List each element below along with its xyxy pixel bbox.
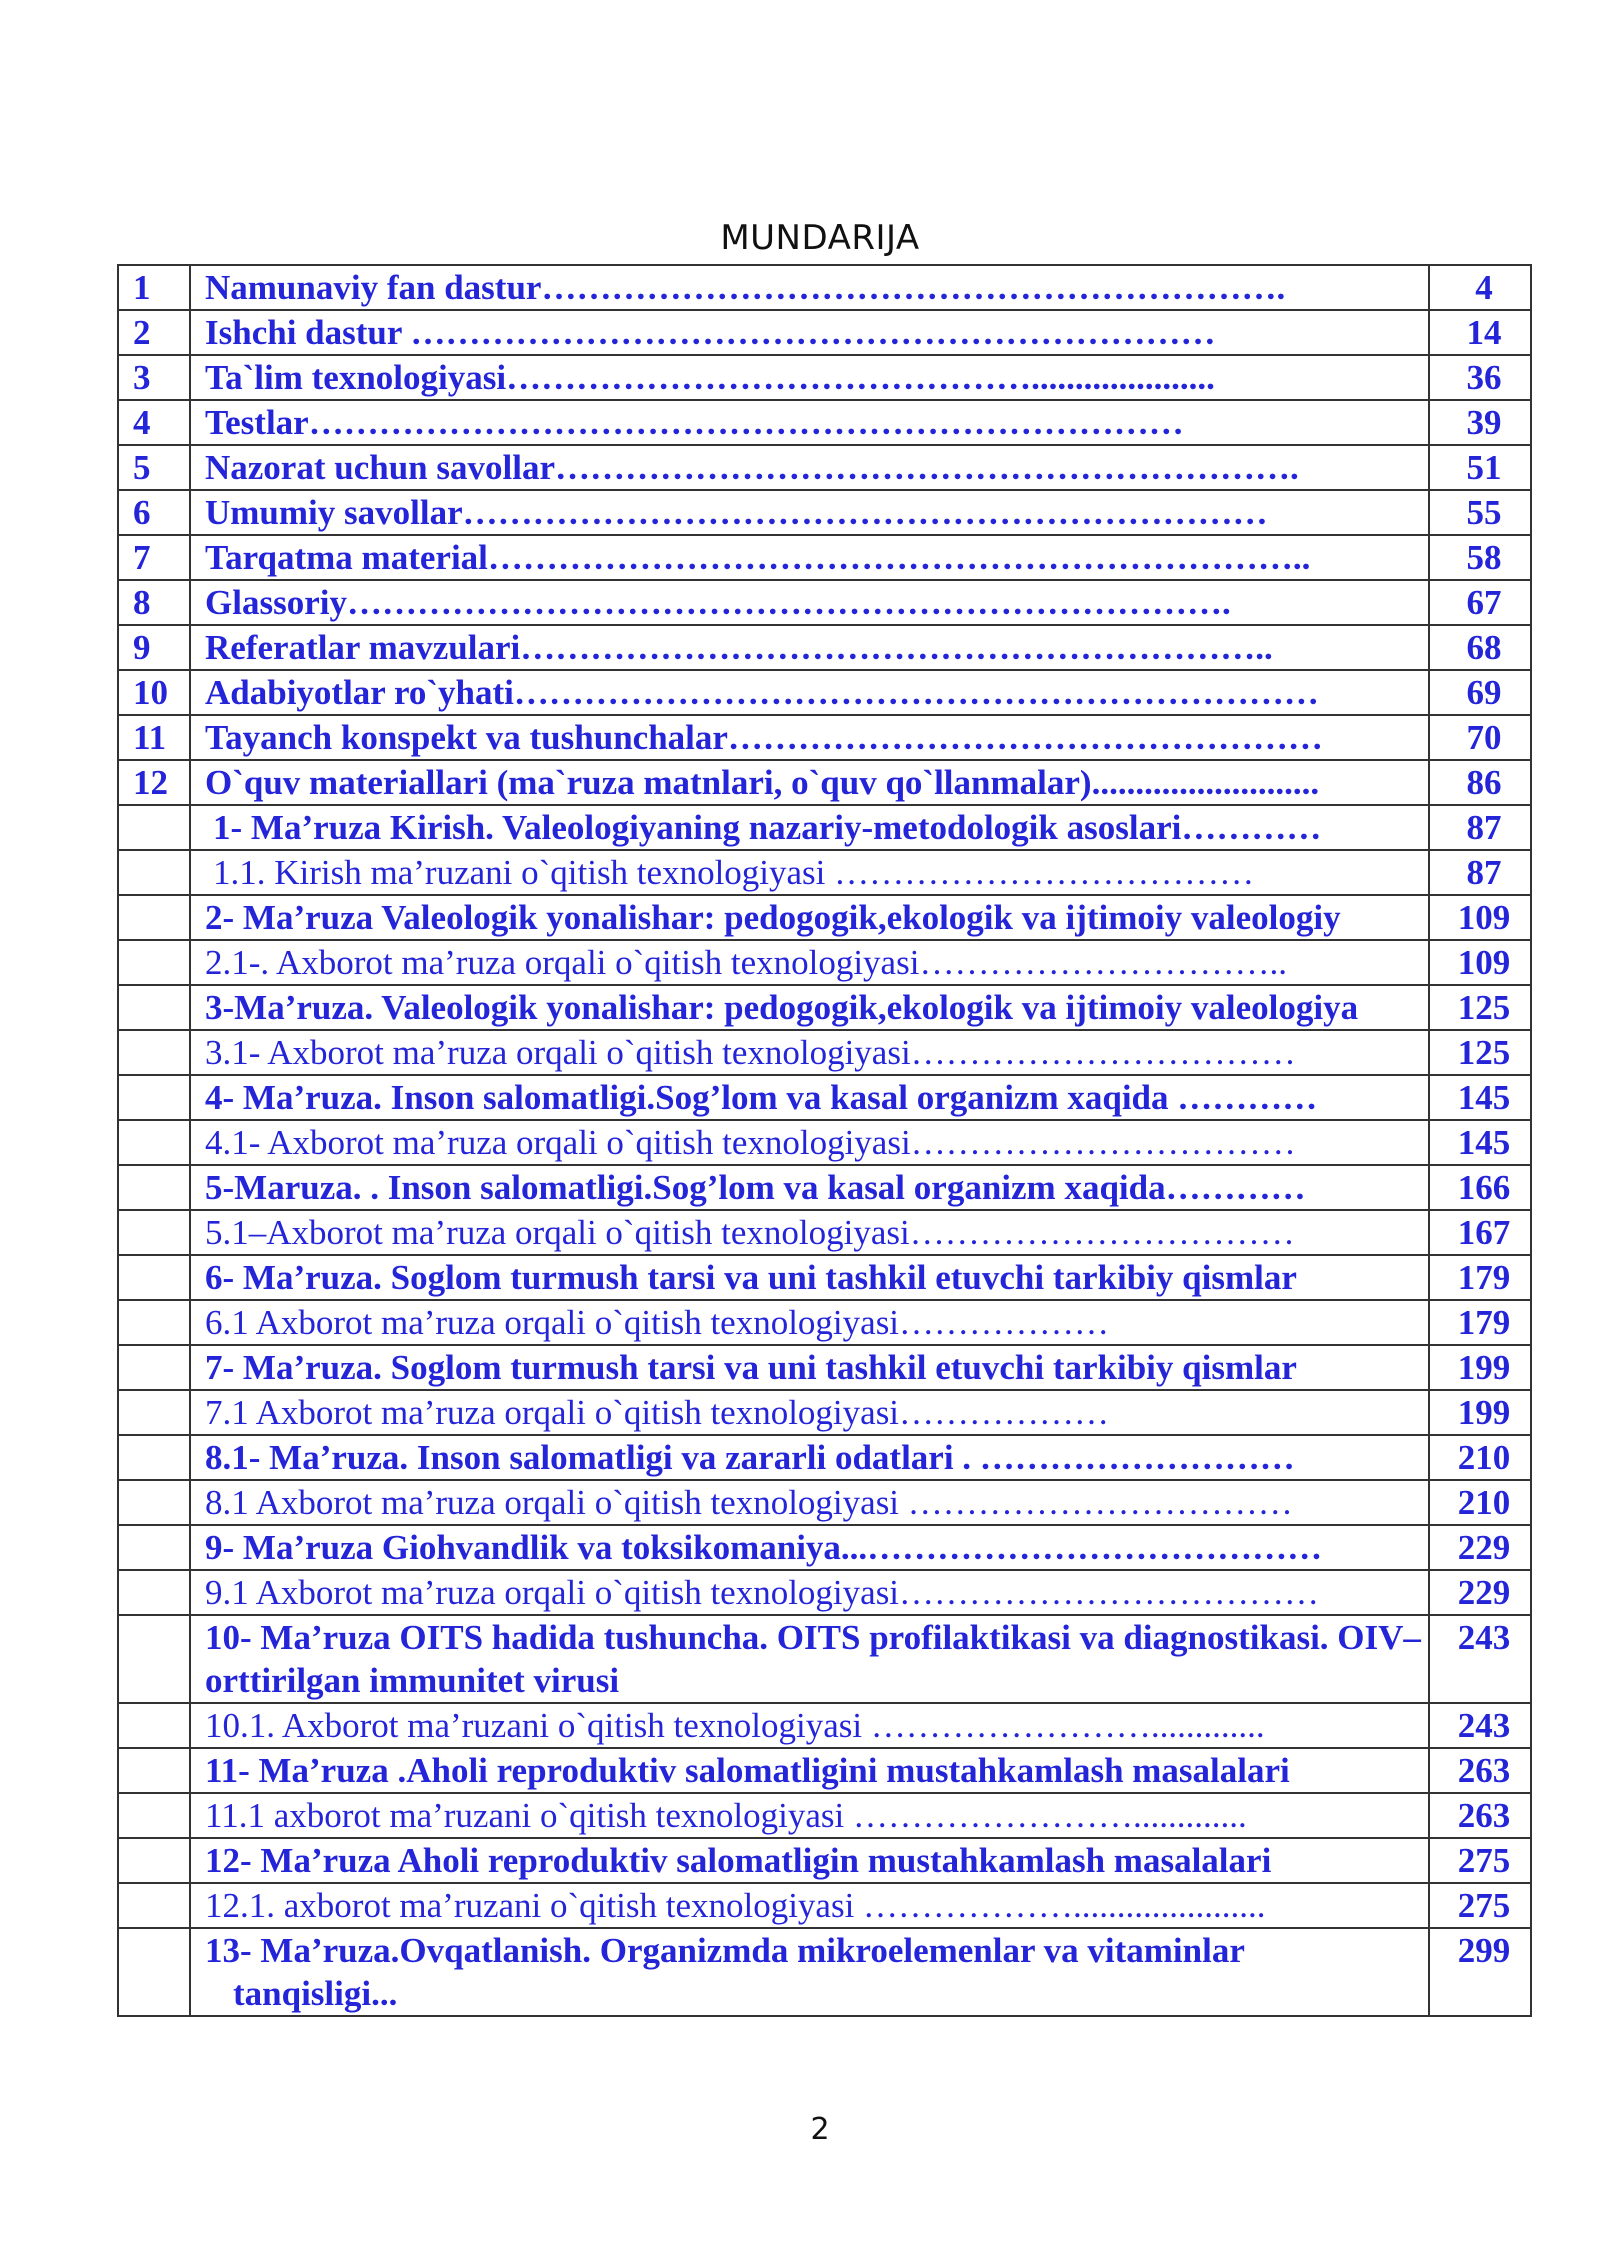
row-number xyxy=(118,940,190,985)
row-number: 3 xyxy=(118,355,190,400)
toc-entry-link[interactable]: 9.1 Axborot ma’ruza orqali o`qitish texnologiyasi……………………………… xyxy=(190,1570,1429,1615)
row-number: 8 xyxy=(118,580,190,625)
table-row xyxy=(118,400,1531,445)
table-row xyxy=(118,310,1531,355)
toc-entry-link[interactable]: 11- Ma’ruza .Aholi reproduktiv salomatligini mustahkamlash masalalari xyxy=(190,1748,1429,1793)
row-number xyxy=(118,985,190,1030)
toc-entry-link[interactable]: 8.1 Axborot ma’ruza orqali o`qitish texnologiyasi …………………………… xyxy=(190,1480,1429,1525)
lecture-title-line: 13- Ma’ruza.Ovqatlanish. Organizmda mikroelemenlar va vitaminlar xyxy=(205,1931,1245,1970)
page-ref: 210 xyxy=(1429,1480,1531,1525)
toc-entry-link[interactable] xyxy=(190,1345,1429,1390)
row-number xyxy=(118,1793,190,1838)
table-row xyxy=(118,1210,1531,1255)
toc-entry-link[interactable]: 10- Ma’ruza OITS hadida tushuncha. OITS profilaktikasi va diagnostikasi. OIV–orttirilgan immunitet virusi xyxy=(190,1615,1429,1703)
table-row xyxy=(118,985,1531,1030)
toc-entry-link[interactable]: 9- Ma’ruza Giohvandlik va toksikomaniya...………………………………… xyxy=(190,1525,1429,1570)
toc-entry-link[interactable]: 12.1. axborot ma’ruzani o`qitish texnologiyasi ………………...................... xyxy=(190,1883,1429,1928)
row-number xyxy=(118,1838,190,1883)
toc-entry-link[interactable]: 11.1 axborot ma’ruzani o`qitish texnologiyasi ……………………............. xyxy=(190,1793,1429,1838)
row-number xyxy=(118,1615,190,1703)
row-number: 4 xyxy=(118,400,190,445)
lecture-title-continuation: tanqisligi... xyxy=(233,1974,398,2013)
page-ref: 70 xyxy=(1429,715,1531,760)
row-number xyxy=(118,1165,190,1210)
lecture-label: 3-Ma’ruza xyxy=(205,988,365,1027)
row-number xyxy=(118,1748,190,1793)
table-row xyxy=(118,1255,1531,1300)
table-row xyxy=(118,1838,1531,1883)
page-ref: 229 xyxy=(1429,1570,1531,1615)
table-row xyxy=(118,625,1531,670)
toc-entry-link[interactable]: Tayanch konspekt va tushunchalar…………………………………………… xyxy=(190,715,1429,760)
toc-entry-link[interactable]: 4- Ma’ruza. Inson salomatligi.Sog’lom va kasal organizm xaqida ………… xyxy=(190,1075,1429,1120)
row-number xyxy=(118,1390,190,1435)
row-number xyxy=(118,805,190,850)
table-row xyxy=(118,1345,1531,1390)
toc-entry-link[interactable]: Namunaviy fan dastur………………………………………………………. xyxy=(190,265,1429,310)
page-ref: 243 xyxy=(1429,1615,1531,1703)
page-ref: 55 xyxy=(1429,490,1531,535)
row-number xyxy=(118,1075,190,1120)
table-row xyxy=(118,1883,1531,1928)
row-number xyxy=(118,895,190,940)
row-number xyxy=(118,1120,190,1165)
row-number: 6 xyxy=(118,490,190,535)
page-ref: 67 xyxy=(1429,580,1531,625)
table-row xyxy=(118,1435,1531,1480)
table-row xyxy=(118,1390,1531,1435)
page-ref: 39 xyxy=(1429,400,1531,445)
toc-entry-link[interactable]: Ishchi dastur …………………………………………………………… xyxy=(190,310,1429,355)
toc-entry-link[interactable]: Referatlar mavzulari……………………………………………………….. xyxy=(190,625,1429,670)
row-number xyxy=(118,1525,190,1570)
page-ref: 199 xyxy=(1429,1390,1531,1435)
row-number: 5 xyxy=(118,445,190,490)
table-row xyxy=(118,940,1531,985)
toc-entry-link[interactable]: 1- Ma’ruza Kirish. Valeologiyaning nazariy-metodologik asoslari………… xyxy=(190,805,1429,850)
toc-entry-link[interactable]: 5.1–Axborot ma’ruza orqali o`qitish texnologiyasi…………………………… xyxy=(190,1210,1429,1255)
row-number xyxy=(118,850,190,895)
toc-entry-link[interactable]: Glassoriy…………………………………………………………………. xyxy=(190,580,1429,625)
page-ref: 145 xyxy=(1429,1075,1531,1120)
toc-entry-link[interactable]: 3.1- Axborot ma’ruza orqali o`qitish texnologiyasi…………………………… xyxy=(190,1030,1429,1075)
table-row xyxy=(118,1030,1531,1075)
table-row xyxy=(118,1570,1531,1615)
table-row xyxy=(118,490,1531,535)
page-number: 2 xyxy=(810,2112,830,2147)
page-ref: 51 xyxy=(1429,445,1531,490)
row-number: 7 xyxy=(118,535,190,580)
page-ref: 243 xyxy=(1429,1703,1531,1748)
row-number xyxy=(118,1210,190,1255)
row-number xyxy=(118,1030,190,1075)
table-row xyxy=(118,1928,1531,2016)
lecture-topic: . Soglom turmush tarsi va uni tashkil etuvchi tarkibiy qismlar xyxy=(373,1258,1297,1297)
page-ref: 109 xyxy=(1429,940,1531,985)
page-ref: 58 xyxy=(1429,535,1531,580)
toc-entry-link[interactable]: 10.1. Axborot ma’ruzani o`qitish texnologiyasi ……………………............. xyxy=(190,1703,1429,1748)
page-ref: 14 xyxy=(1429,310,1531,355)
toc-entry-link[interactable]: Testlar………………………………………………………………… xyxy=(190,400,1429,445)
table-row xyxy=(118,535,1531,580)
table-row xyxy=(118,1793,1531,1838)
row-number xyxy=(118,1435,190,1480)
row-number xyxy=(118,1345,190,1390)
page-ref: 109 xyxy=(1429,895,1531,940)
page-ref: 275 xyxy=(1429,1883,1531,1928)
page-ref: 4 xyxy=(1429,265,1531,310)
table-row xyxy=(118,1165,1531,1210)
contents-table xyxy=(117,264,1532,2017)
table-row xyxy=(118,1615,1531,1703)
lecture-topic: . Inson salomatligi va zararli odatlari . ……………………… xyxy=(399,1438,1295,1477)
page-ref: 125 xyxy=(1429,1030,1531,1075)
row-number: 9 xyxy=(118,625,190,670)
page-ref: 229 xyxy=(1429,1525,1531,1570)
toc-entry-link[interactable]: 1.1. Kirish ma’ruzani o`qitish texnologiyasi ……………………………… xyxy=(190,850,1429,895)
row-number: 10 xyxy=(118,670,190,715)
page-ref: 69 xyxy=(1429,670,1531,715)
table-row xyxy=(118,895,1531,940)
row-number xyxy=(118,1703,190,1748)
page-ref: 263 xyxy=(1429,1748,1531,1793)
table-row xyxy=(118,1525,1531,1570)
toc-entry-link[interactable] xyxy=(190,985,1429,1030)
row-number: 11 xyxy=(118,715,190,760)
page-ref: 299 xyxy=(1429,1928,1531,2016)
row-number xyxy=(118,1480,190,1525)
toc-entry-link[interactable]: 4.1- Axborot ma’ruza orqali o`qitish texnologiyasi…………………………… xyxy=(190,1120,1429,1165)
table-row xyxy=(118,670,1531,715)
page-ref: 68 xyxy=(1429,625,1531,670)
toc-entry-link[interactable]: 5-Maruza. . Inson salomatligi.Sog’lom va kasal organizm xaqida………… xyxy=(190,1165,1429,1210)
toc-entry-link[interactable]: Umumiy savollar…………………………………………………………… xyxy=(190,490,1429,535)
table-row xyxy=(118,265,1531,310)
table-row xyxy=(118,850,1531,895)
page-ref: 125 xyxy=(1429,985,1531,1030)
row-number xyxy=(118,1255,190,1300)
toc-entry-link[interactable]: 12- Ma’ruza Aholi reproduktiv salomatligin mustahkamlash masalalari xyxy=(190,1838,1429,1883)
row-number: 2 xyxy=(118,310,190,355)
table-row xyxy=(118,580,1531,625)
page-title: MUNDARIJA xyxy=(720,218,920,258)
table-row xyxy=(118,1075,1531,1120)
page-ref: 87 xyxy=(1429,850,1531,895)
page-ref: 179 xyxy=(1429,1300,1531,1345)
table-row xyxy=(118,355,1531,400)
page-ref: 145 xyxy=(1429,1120,1531,1165)
toc-entry-link[interactable]: Ta`lim texnologiyasi………………………………………..................... xyxy=(190,355,1429,400)
toc-entry-link[interactable]: 6.1 Axborot ma’ruza orqali o`qitish texnologiyasi……………… xyxy=(190,1300,1429,1345)
table-row xyxy=(118,1748,1531,1793)
table-row xyxy=(118,1120,1531,1165)
toc-entry-link[interactable]: 2- Ma’ruza Valeologik yonalishar: pedogogik,ekologik va ijtimoiy valeologiy xyxy=(190,895,1429,940)
lecture-topic: . Soglom turmush tarsi va uni tashkil etuvchi tarkibiy qismlar xyxy=(373,1348,1297,1387)
lecture-label: 8.1- Ma’ruza xyxy=(205,1438,400,1477)
table-row xyxy=(118,760,1531,805)
page-ref: 210 xyxy=(1429,1435,1531,1480)
page-ref: 199 xyxy=(1429,1345,1531,1390)
lecture-label: 7- Ma’ruza xyxy=(205,1348,374,1387)
table-row xyxy=(118,1300,1531,1345)
row-number: 12 xyxy=(118,760,190,805)
table-row xyxy=(118,1703,1531,1748)
toc-entry-link[interactable] xyxy=(190,1435,1429,1480)
table-row xyxy=(118,715,1531,760)
page-ref: 87 xyxy=(1429,805,1531,850)
toc-entry-link[interactable] xyxy=(190,1255,1429,1300)
page-ref: 263 xyxy=(1429,1793,1531,1838)
row-number xyxy=(118,1928,190,2016)
page-ref: 166 xyxy=(1429,1165,1531,1210)
toc-entry-link[interactable]: 2.1-. Axborot ma’ruza orqali o`qitish texnologiyasi………………………….. xyxy=(190,940,1429,985)
toc-entry-link[interactable]: 7.1 Axborot ma’ruza orqali o`qitish texnologiyasi……………… xyxy=(190,1390,1429,1435)
toc-entry-link[interactable]: Adabiyotlar ro`yhati…………………………………………………………… xyxy=(190,670,1429,715)
table-row xyxy=(118,805,1531,850)
row-number xyxy=(118,1883,190,1928)
row-number xyxy=(118,1300,190,1345)
page-ref: 36 xyxy=(1429,355,1531,400)
toc-entry-link[interactable] xyxy=(190,1928,1429,2016)
toc-entry-link[interactable]: Nazorat uchun savollar………………………………………………………. xyxy=(190,445,1429,490)
page-ref: 167 xyxy=(1429,1210,1531,1255)
page-ref: 86 xyxy=(1429,760,1531,805)
page-ref: 179 xyxy=(1429,1255,1531,1300)
table-row xyxy=(118,1480,1531,1525)
lecture-label: 6- Ma’ruza xyxy=(205,1258,374,1297)
toc-entry-link[interactable]: O`quv materiallari (ma`ruza matnlari, o`quv qo`llanmalar).......................... xyxy=(190,760,1429,805)
toc-entry-link[interactable]: Tarqatma material…………………………………………………………….. xyxy=(190,535,1429,580)
lecture-topic: . Valeologik yonalishar: pedogogik,ekologik va ijtimoiy valeologiya xyxy=(364,988,1359,1027)
row-number: 1 xyxy=(118,265,190,310)
table-row xyxy=(118,445,1531,490)
page-ref: 275 xyxy=(1429,1838,1531,1883)
row-number xyxy=(118,1570,190,1615)
